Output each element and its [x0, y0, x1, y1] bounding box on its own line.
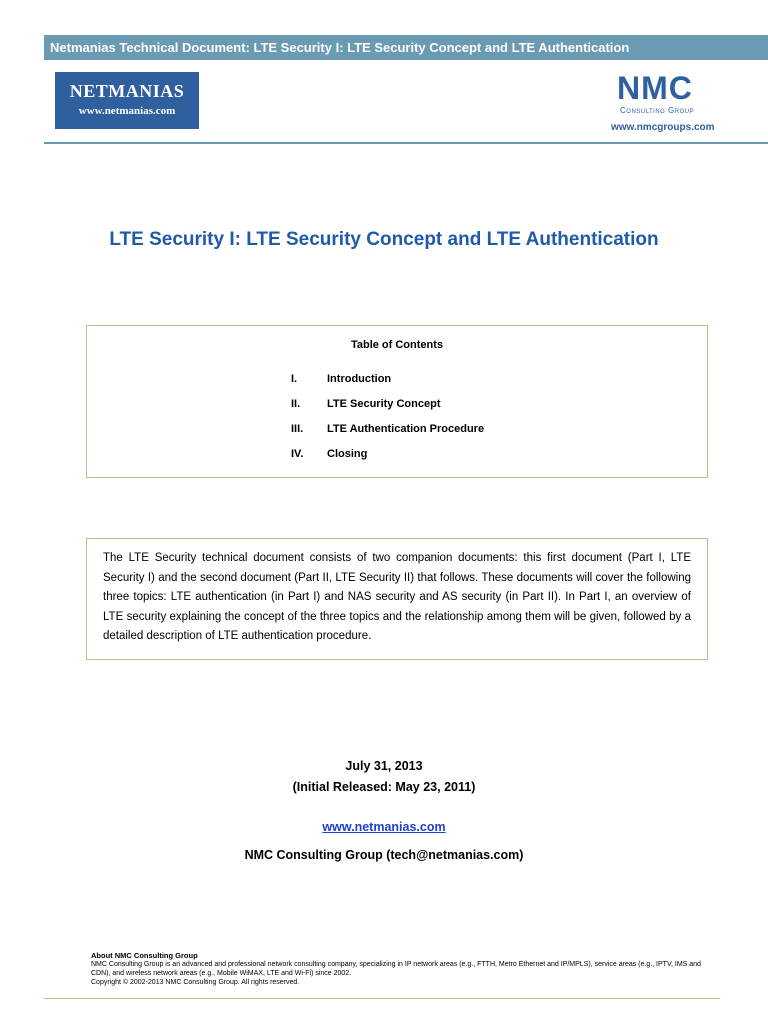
table-of-contents: [86, 325, 708, 478]
abstract-box: [86, 538, 708, 660]
toc-item-label: LTE Security Concept: [327, 398, 441, 410]
toc-item[interactable]: [291, 398, 440, 410]
toc-item-number: IV.: [291, 448, 304, 460]
website-link-container: [0, 820, 768, 834]
nmc-logo-subtitle: Consulting Group: [620, 106, 695, 115]
initial-release-date: (Initial Released: May 23, 2011): [292, 780, 476, 794]
netmanias-logo-name: NETMANIAS: [69, 81, 185, 101]
toc-item-label: Introduction: [327, 373, 392, 385]
footer-divider: [44, 998, 720, 999]
website-link[interactable]: www.netmanias.com: [322, 820, 446, 834]
nmc-logo-name: NMC: [617, 70, 693, 106]
toc-item-number: II.: [291, 398, 301, 410]
toc-heading: Table of Contents: [350, 339, 444, 351]
header-divider: [44, 142, 768, 144]
about-section: [91, 951, 721, 987]
nmc-logo-url: www.nmcgroups.com: [611, 122, 715, 133]
about-title: About NMC Consulting Group: [91, 951, 198, 960]
toc-item-number: III.: [291, 423, 304, 435]
document-title: LTE Security I: LTE Security Concept and LTE Authentication: [109, 229, 659, 250]
toc-item[interactable]: [291, 448, 367, 460]
copyright-text: Copyright © 2002-2013 NMC Consulting Group. All rights reserved.: [91, 979, 300, 986]
document-header-bar: Netmanias Technical Document: LTE Security I: LTE Security Concept and LTE Authentication: [44, 35, 768, 60]
toc-item-number: I.: [291, 373, 298, 385]
publication-date: July 31, 2013: [345, 759, 423, 773]
toc-item-label: LTE Authentication Procedure: [327, 423, 485, 435]
netmanias-logo-url: www.netmanias.com: [78, 105, 176, 117]
toc-item[interactable]: [291, 423, 484, 435]
netmanias-logo: [55, 72, 199, 129]
group-contact: NMC Consulting Group (tech@netmanias.com): [244, 848, 524, 862]
about-body: NMC Consulting Group is an advanced and professional network consulting company, specializing in IP network areas (e.g., FTTH, Metro Ethernet and IP/MPLS), service areas (e.g., IPTV, IMS and CDN), and wireless network areas (e.g., Mobile WiMAX, LTE and Wi-Fi) since 2002.: [91, 961, 701, 977]
toc-item-label: Closing: [327, 448, 368, 460]
toc-item[interactable]: [291, 373, 391, 385]
abstract-text: The LTE Security technical document consists of two companion documents: this first document (Part I, LTE Security I) and the second document (Part II, LTE Security II) that follows. These documents will cover the following three topics: LTE authentication (in Part I) and NAS security and AS security (in Part II). In Part I, an overview of LTE security explaining the concept of the three topics and the relationship among them will be given, followed by a detailed description of LTE authentication procedure.: [103, 552, 691, 642]
